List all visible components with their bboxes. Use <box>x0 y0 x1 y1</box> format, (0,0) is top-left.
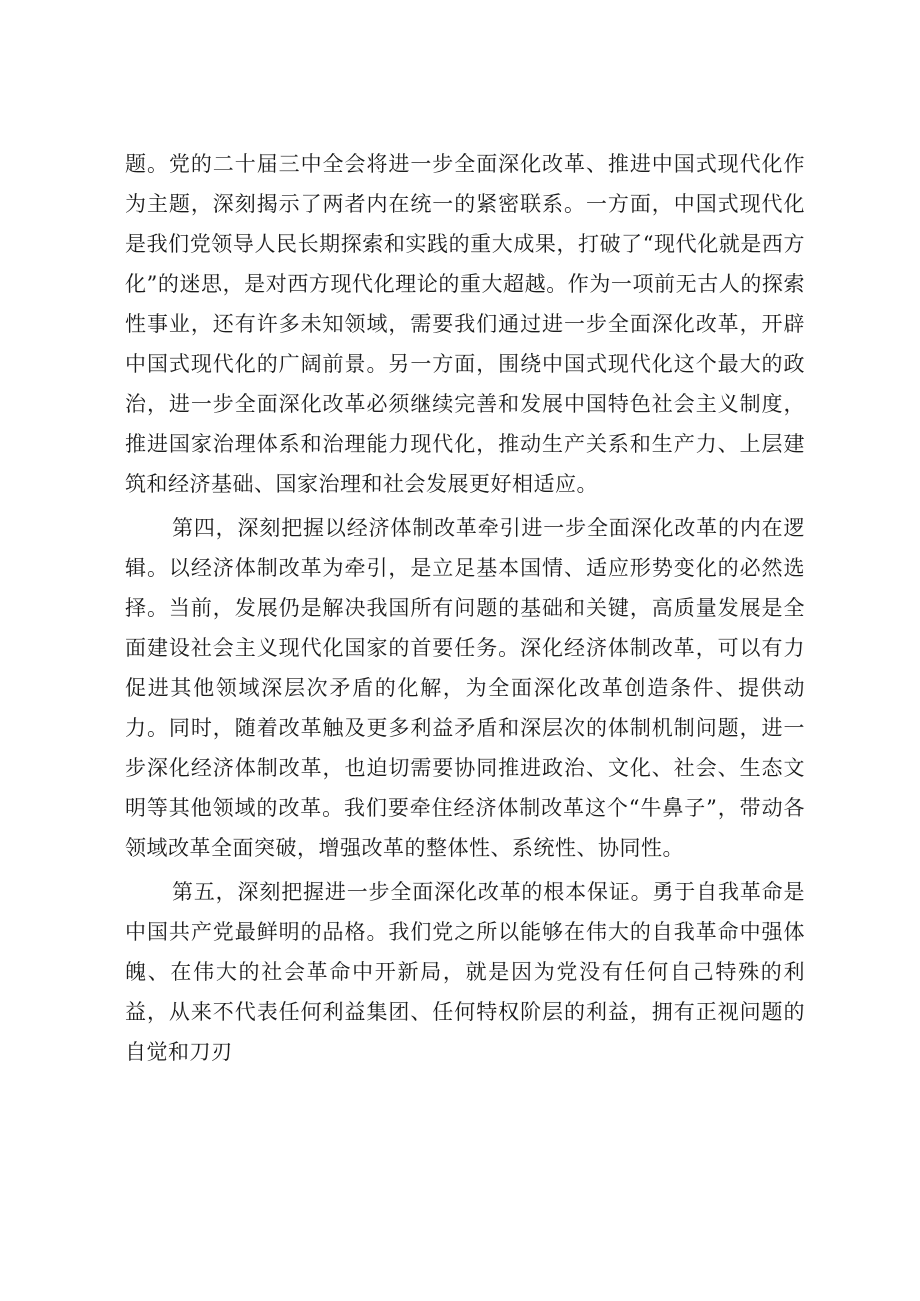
paragraph-fourth-point: 第四，深刻把握以经济体制改革牵引进一步全面深化改革的内在逻辑。以经济体制改革为牵引，是立足基本国情、适应形势变化的必然选择。当前，发展仍是解决我国所有问题的基础和关键，高质量发展是全面建设社会主义现代化国家的首要任务。深化经济体制改革，可以有力促进其他领域深层次矛盾的化解，为全面深化改革创造条件、提供动力。同时，随着改革触及更多利益矛盾和深层次的体制机制问题，进一步深化经济体制改革，也迫切需要协同推进政治、文化、社会、生态文明等其他领域的改革。我们要牵住经济体制改革这个“牛鼻子”，带动各领域改革全面突破，增强改革的整体性、系统性、协同性。 <box>125 516 805 860</box>
paragraph-continuation: 题。党的二十届三中全会将进一步全面深化改革、推进中国式现代化作为主题，深刻揭示了两者内在统一的紧密联系。一方面，中国式现代化是我们党领导人民长期探索和实践的重大成果，打破了“现代化就是西方化”的迷思，是对西方现代化理论的重大超越。作为一项前无古人的探索性事业，还有许多未知领域，需要我们通过进一步全面深化改革，开辟中国式现代化的广阔前景。另一方面，围绕中国式现代化这个最大的政治，进一步全面深化改革必须继续完善和发展中国特色社会主义制度，推进国家治理体系和治理能力现代化，推动生产关系和生产力、上层建筑和经济基础、国家治理和社会发展更好相适应。 <box>125 152 805 496</box>
paragraph-fifth-point: 第五，深刻把握进一步全面深化改革的根本保证。勇于自我革命是中国共产党最鲜明的品格。我们党之所以能够在伟大的自我革命中强体魄、在伟大的社会革命中开新局，就是因为党没有任何自己特殊的利益，从来不代表任何利益集团、任何特权阶层的利益，拥有正视问题的自觉和刀刃 <box>125 880 805 1064</box>
body-text <box>125 144 805 1076</box>
